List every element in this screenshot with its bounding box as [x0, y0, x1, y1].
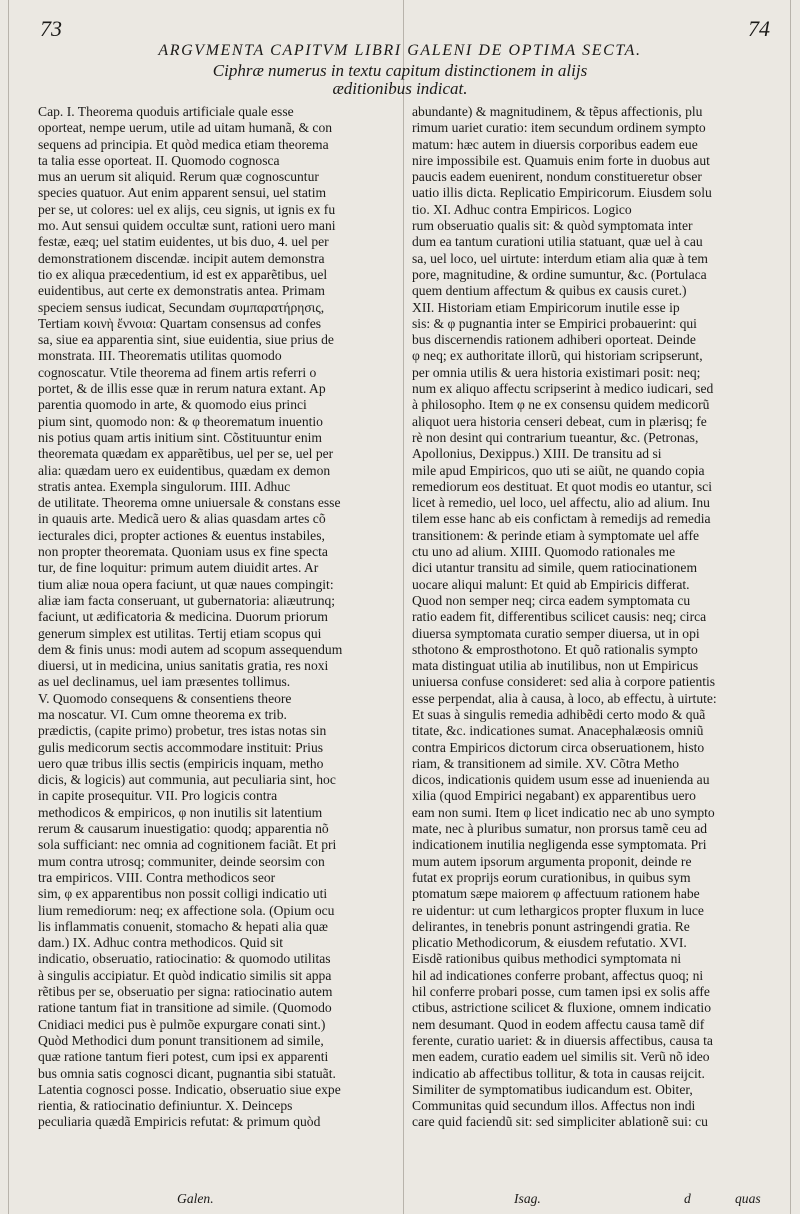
- text-line: num ex aliquo affectu scripserint à medico iudicari, sed: [412, 381, 714, 397]
- text-line: plicatio Methodicorum, & eiusdem refutatio. XVI.: [412, 935, 687, 951]
- text-line: contra Empiricos dictorum circa obseruationem, histo: [412, 739, 705, 755]
- subtitle-line: æditionibus indicat.: [332, 79, 468, 98]
- text-line: per se, ut colores: uel ex alijs, ceu signis, ut ignis ex fu: [38, 201, 336, 217]
- text-line: mum contra utrosq; communiter, deinde seorsim con: [38, 853, 325, 869]
- text-line: as uel declinamus, uel iam præsentes tollimus.: [38, 674, 291, 690]
- text-line: in capite prosequitur. VII. Pro logicis contra: [38, 788, 278, 804]
- text-line: tur, de fine loquitur: primum autem diuidit artes. Ar: [38, 560, 319, 576]
- text-line: rè non desint qui contrarium tueantur, &c. (Petronas,: [412, 429, 699, 445]
- margin-rule: [790, 0, 791, 1214]
- text-line: aliæ iam facta conseruant, ut gubernatoria: aliæutrunq;: [38, 592, 336, 608]
- text-line: bus omnia satis cognosci dicant, pugnantia sibi statuãt.: [38, 1065, 336, 1081]
- text-line: oporteat, nempe uerum, utile ad uitam humanã, & con: [38, 120, 333, 136]
- text-line: delirantes, in tenebris ponunt astringendi gratia. Re: [412, 918, 690, 934]
- text-line: ferente, curatio uariet: & in diuersis affectibus, causa ta: [412, 1032, 713, 1048]
- text-line: ctibus, astrictione scilicet & fluxione, omnem indicatio: [412, 1000, 711, 1016]
- text-line: tra empiricos. VIII. Contra methodicos seor: [38, 869, 276, 885]
- text-line: Quod non semper neq; circa eadem symptomata cu: [412, 592, 691, 608]
- text-line: pium sint, quomodo non: & φ theorematum inuentio: [38, 413, 323, 429]
- text-line: mate, nec à pluribus sumatur, non prorsus tamẽ ceu ad: [412, 821, 708, 837]
- text-line: speciem sensus iudicat, Secundam συμπαρατήρησις,: [38, 299, 325, 315]
- text-line: rum obseruatio qualis sit: & quòd symptomata inter: [412, 218, 693, 234]
- text-line: nis potius quam artis initium sint. Cõstituuntur enim: [38, 429, 322, 445]
- text-line: sola sufficiant: nec omnia ad cognitionem faciãt. Et pri: [38, 837, 337, 853]
- text-line: sequens ad principia. Et quòd medica etiam theorema: [38, 136, 329, 152]
- text-line: nem desumant. Quod in eodem affectu causa tamẽ dif: [412, 1016, 705, 1032]
- text-line: V. Quomodo consequens & consentiens theore: [38, 690, 292, 706]
- signature-mark: d: [684, 1191, 691, 1206]
- text-line: hil ad indicationes conferre probant, affectus quoq; ni: [412, 967, 704, 983]
- text-line: Eisdẽ rationibus quibus methodici symptomata ni: [412, 951, 682, 967]
- text-line: Cnidiaci medici pus è pulmõe expurgare conati sint.): [38, 1016, 326, 1032]
- text-line: rerum & causarum inuestigatio: quodq; apparentia nõ: [38, 821, 329, 837]
- running-foot-right: Isag.: [514, 1191, 541, 1206]
- text-line: dicos, indicationis quidem usum esse ad inuenienda au: [412, 772, 710, 788]
- text-line: futat ex proprijs eorum curationibus, in quibus sym: [412, 869, 691, 885]
- text-line: men eadem, curatio eadem uel similis sit. Verũ nõ ideo: [412, 1049, 710, 1065]
- text-line: festæ, eæq; uel statim euidentes, ut bis duo, 4. uel per: [38, 234, 329, 250]
- gutter-rule: [403, 0, 404, 1214]
- text-line: care quid faciendũ sit: sed simpliciter ablationẽ sui: cu: [412, 1114, 708, 1130]
- text-column-left: [38, 104, 394, 1131]
- text-line: methodicos & empiricos, φ non inutilis sit latentium: [38, 804, 323, 820]
- text-line: XII. Historiam etiam Empiricorum inutile esse ip: [412, 299, 680, 315]
- running-foot-left: Galen.: [177, 1191, 214, 1206]
- text-line: quæ ratione tantum fieri potest, cum ipsi ex apparenti: [38, 1049, 329, 1065]
- text-line: peculiaria quædã Empiricis refutat: & primum quòd: [38, 1114, 321, 1130]
- text-line: indicatio, obseruatio, ratiocinatio: & quomodo utilitas: [38, 951, 331, 967]
- page-title: ARGVMENTA CAPITVM LIBRI GALENI DE OPTIMA SECTA.: [158, 42, 642, 59]
- text-line: mile apud Empiricos, quo uti se aiũt, ne quando copia: [412, 462, 705, 478]
- text-line: prædictis, (capite primo) probetur, tres istas notas sin: [38, 723, 327, 739]
- text-line: hil conferre probari posse, cum tamen ipsi ex solis affe: [412, 984, 710, 1000]
- text-line: dici utantur transitu ad simile, quem ratiocinationem: [412, 560, 698, 576]
- text-line: sim, φ ex apparentibus non possit colligi indicatio uti: [38, 886, 328, 902]
- text-line: ratione tantum fiat in transitione ad simile. (Quomodo: [38, 1000, 332, 1016]
- text-line: Et suas à singulis remedia adhibẽdi certo modo & quã: [412, 706, 706, 722]
- text-line: stratis antea. Exempla singulorum. IIII. Adhuc: [38, 478, 291, 494]
- text-line: ptomatum sæpe maiorem φ affectuum rationem habe: [412, 886, 700, 902]
- text-line: lis inflammatis conuenit, stomacho & hepati alia quæ: [38, 918, 328, 934]
- catchword: quas: [735, 1191, 761, 1206]
- text-line: abundante) & magnitudinem, & tẽpus affectionis, plu: [412, 104, 703, 119]
- text-line: matum: hæc autem in diuersis corporibus eadem eue: [412, 136, 698, 152]
- text-line: sa, uel loco, uel uirtute: interdum etiam alia quæ à tem: [412, 250, 708, 266]
- text-line: euidentibus, aut certe ex demonstratis antea. Primam: [38, 283, 325, 299]
- text-line: bus discernendis rationem adhiberi oporteat. Deinde: [412, 332, 696, 348]
- text-line: mus an uerum sit aliquid. Rerum quæ cognoscuntur: [38, 169, 319, 185]
- text-line: Latentia cognosci posse. Indicatio, obseruatio siue expe: [38, 1081, 341, 1097]
- text-line: Communitas quid secundum illos. Affectus non indi: [412, 1098, 696, 1114]
- text-line: Tertiam κοινὴ ἔννοια: Quartam consensus ad confes: [38, 315, 322, 331]
- text-line: ctu uno ad alium. XIIII. Quomodo rationales me: [412, 544, 676, 560]
- page-number-right: 74: [748, 16, 770, 41]
- text-line: iecturales dici, propter actiones & euentus instabiles,: [38, 527, 325, 543]
- text-line: re uidentur: ut cum lethargicos propter fluxum in luce: [412, 902, 704, 918]
- page-footer: [0, 1191, 800, 1211]
- text-line: rẽtibus per se, obseruatio per signa: ratiocinatio autem: [38, 984, 333, 1000]
- text-line: cognoscatur. Vtile theorema ad finem artis referri o: [38, 364, 317, 380]
- text-line: alia: quædam uero ex euidentibus, quædam ex demon: [38, 462, 331, 478]
- text-line: in quauis arte. Medicã uero & alias quasdam artes cõ: [38, 511, 326, 527]
- text-line: tio ex aliqua præcedentium, id est ex apparẽtibus, uel: [38, 266, 328, 282]
- text-line: pore, magnitudine, & ordine sumuntur, &c. (Portulaca: [412, 266, 707, 282]
- text-line: esse perpendat, alia à causa, à loco, ab effectu, à uirtute:: [412, 690, 717, 706]
- text-line: ratio eadem fit, differentibus scilicet causis: neq; circa: [412, 609, 707, 625]
- text-line: riam, & transitionem ad simile. XV. Cõtra Metho: [412, 755, 680, 771]
- text-line: diuersi, ut in medicina, unius sanitatis gratia, res noxi: [38, 658, 329, 674]
- text-line: aliquot uera historia censeri debeat, cum in plærisq; fe: [412, 413, 707, 429]
- page-subtitle: [0, 62, 800, 98]
- text-line: sthotono & emprosthotono. Et quõ rationalis sympto: [412, 641, 698, 657]
- text-line: uocare aliqui malunt: Et quid ab Empiricis differat.: [412, 576, 690, 592]
- text-line: xilia (quod Empirici negabant) ex apparentibus uero: [412, 788, 696, 804]
- text-line: theoremata quædam ex apparẽtibus, uel per se, uel per: [38, 446, 334, 462]
- text-line: tium aliæ noua opera faciunt, ut quæ naues compingit:: [38, 576, 334, 592]
- text-line: titate, &c. indicationes sumat. Anacephalæosis omniũ: [412, 723, 704, 739]
- text-line: dum ea tantum curationi utilia statuant, quæ uel à cau: [412, 234, 703, 250]
- text-line: portet, & de illis esse quæ in rerum natura extant. Ap: [38, 381, 326, 397]
- text-line: mo. Aut sensui quidem occultæ sunt, rationi uero mani: [38, 218, 336, 234]
- text-line: sis: & φ pugnantia inter se Empirici probauerint: qui: [412, 315, 697, 331]
- text-line: licet à remedio, uel loco, uel affectu, alio ad alium. Inu: [412, 495, 710, 511]
- text-line: monstrata. III. Theorematis utilitas quomodo: [38, 348, 282, 364]
- text-line: quem dentium affectum & quibus ex causis curet.): [412, 283, 687, 299]
- text-line: parentia quomodo in arte, & quomodo eius princi: [38, 397, 307, 413]
- text-line: transitionem: & perinde etiam à symptomate uel affe: [412, 527, 700, 543]
- text-line: remediorum eos destituat. Et quot modis eo utantur, sci: [412, 478, 712, 494]
- text-line: diuersa symptomata curatio semper diuersa, ut in opi: [412, 625, 700, 641]
- text-line: tio. XI. Adhuc contra Empiricos. Logico: [412, 201, 632, 217]
- text-line: dem & finis unus: modi autem ad scopum assequendum: [38, 641, 343, 657]
- text-line: rimum uariet curatio: item secundum ordinem sympto: [412, 120, 706, 136]
- text-line: uatio illis dicta. Replicatio Empiricorum. Eiusdem solu: [412, 185, 712, 201]
- text-line: faciunt, ut ædificatoria & medicina. Duorum priorum: [38, 609, 328, 625]
- text-line: indicatio ab affectibus tollitur, & tota in causas reijcit.: [412, 1065, 705, 1081]
- text-line: dam.) IX. Adhuc contra methodicos. Quid sit: [38, 935, 284, 951]
- text-line: paucis eadem euenirent, nondum constitueretur obser: [412, 169, 702, 185]
- text-line: sa, siue ea apparentia sint, siue euidentia, siue prius de: [38, 332, 334, 348]
- text-line: non propter theoremata. Quoniam usus ex fine specta: [38, 544, 328, 560]
- text-line: demonstrationem discendæ. incipit autem demonstra: [38, 250, 325, 266]
- text-line: à singulis accipiatur. Et quòd indicatio similis sit appa: [38, 967, 332, 983]
- text-line: Similiter de symptomatibus iudicandum est. Obiter,: [412, 1081, 693, 1097]
- margin-rule: [8, 0, 9, 1214]
- text-line: uniuersa confuse consideret: sed alia à corpore patientis: [412, 674, 716, 690]
- text-line: dicis, & logicis) aut communia, aut peculiaria sint, hoc: [38, 772, 336, 788]
- text-line: Cap. I. Theorema quoduis artificiale quale esse: [38, 104, 294, 119]
- text-line: indicationem inutilia negligenda esse symptomata. Pri: [412, 837, 707, 853]
- text-line: mum autem ipsorum argumenta proponit, deinde re: [412, 853, 692, 869]
- text-column-right: [412, 104, 774, 1131]
- text-line: Quòd Methodici dum ponunt transitionem ad simile,: [38, 1032, 324, 1048]
- text-line: uero quæ tribus illis sectis (empiricis inquam, metho: [38, 755, 324, 771]
- subtitle-line: Ciphræ numerus in textu capitum distinctionem in alijs: [212, 61, 588, 80]
- text-line: species quatuor. Aut enim apparent sensui, uel statim: [38, 185, 327, 201]
- text-line: generum simplex est utilitas. Tertij etiam scopus qui: [38, 625, 322, 641]
- text-line: per omnia utilis & uera historia existimari posit: neq;: [412, 364, 701, 380]
- text-line: de utilitate. Theorema omne uniuersale & constans esse: [38, 495, 341, 511]
- text-line: gulis medicorum sectis accommodare instituit: Prius: [38, 739, 324, 755]
- text-line: eam non sumi. Item φ licet indicatio nec ab uno sympto: [412, 804, 715, 820]
- text-line: nire impossibile est. Quamuis enim forte in duobus aut: [412, 152, 710, 168]
- text-line: à philosopho. Item φ ne ex consensu quidem medicorũ: [412, 397, 710, 413]
- text-line: lium remediorum: neq; ex affectione sola. (Opium ocu: [38, 902, 335, 918]
- text-line: rientia, & ratiocinatio definiuntur. X. Deinceps: [38, 1098, 293, 1114]
- text-line: tilem esse hanc ab eis confictam à remedijs ad remedia: [412, 511, 711, 527]
- text-line: mata distinguat utilia ab inutilibus, non ut Empiricus: [412, 658, 699, 674]
- text-line: ma noscatur. VI. Cum omne theorema ex trib.: [38, 706, 287, 722]
- text-line: ta talia esse oporteat. II. Quomodo cognosca: [38, 152, 280, 168]
- text-line: φ neq; ex authoritate illorũ, qui historiam scripserunt,: [412, 348, 703, 364]
- text-line: Apollonius, Dexippus.) XIII. De transitu ad si: [412, 446, 662, 462]
- page-number-left: 73: [40, 16, 62, 41]
